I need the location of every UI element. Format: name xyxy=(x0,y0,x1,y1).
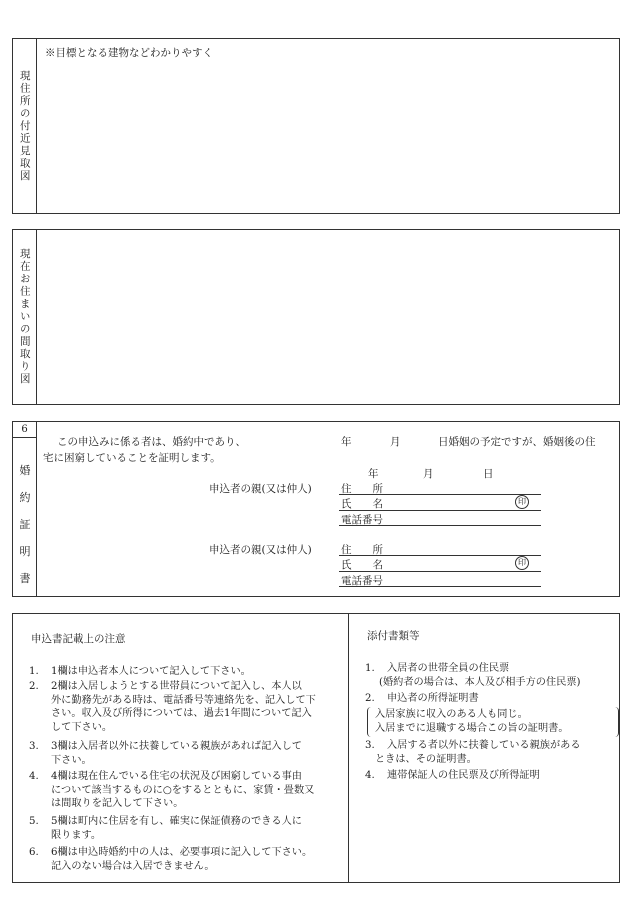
item-text: ときは、その証明書。 xyxy=(375,754,477,765)
item-number: 2. xyxy=(365,693,375,704)
nearby-map-label-cell xyxy=(13,39,37,213)
item-text: 外に勤務先がある時は、電話番号等連絡先を、記入して下 xyxy=(51,694,316,706)
seal-mark: 印 xyxy=(515,495,529,509)
wedding-month-label: 月 xyxy=(390,436,401,448)
item-text: 申込者の所得証明書 xyxy=(387,693,479,704)
item-text: 2欄は入居しようとする世帯員について記入し、本人以 xyxy=(51,681,302,692)
section-number: 6 xyxy=(13,422,37,438)
list-item xyxy=(29,665,251,679)
date-year-label: 年 xyxy=(368,468,379,480)
engagement-label-char: 書 xyxy=(19,572,31,585)
list-item xyxy=(29,770,314,811)
engagement-certificate-section xyxy=(12,421,620,597)
engagement-label-char: 明 xyxy=(19,545,31,558)
item-number: 4. xyxy=(29,771,39,782)
item-number: 2. xyxy=(29,681,39,692)
list-item xyxy=(365,739,581,753)
wedding-year-label: 年 xyxy=(341,436,352,448)
date-day-label: 日 xyxy=(483,468,494,480)
item-text: 4欄は現在住んでいる住宅の状況及び困窮している事由 xyxy=(51,771,302,782)
address-underline xyxy=(339,494,541,495)
list-item xyxy=(29,680,316,734)
name-underline xyxy=(339,571,541,572)
item-text: さい。収入及び所得については、過去1年間について記入 xyxy=(51,708,312,720)
applicant-parent-label: 申込者の親(又は仲人) xyxy=(209,544,312,556)
statement-line1: この申込みに係る者は、婚約中であり、 xyxy=(57,436,246,448)
floorplan-label-cell xyxy=(13,230,37,404)
item-text: して下さい。 xyxy=(51,721,113,733)
item-text: 入居する者以外に扶養している親族がある xyxy=(387,740,581,751)
list-item xyxy=(29,740,302,767)
phone-label: 電話番号 xyxy=(341,575,383,587)
list-item xyxy=(365,769,540,783)
item-number: 3. xyxy=(29,741,39,752)
notes-left-heading: 申込書記載上の注意 xyxy=(31,633,126,645)
name-label: 氏 名 xyxy=(341,498,383,510)
phone-underline xyxy=(339,525,541,526)
address-label: 住 所 xyxy=(341,544,383,556)
engagement-label-char: 婚 xyxy=(19,464,31,477)
item-number: 5. xyxy=(29,816,39,827)
item-text: 1欄は申込者本人について記入して下さい。 xyxy=(51,666,251,677)
list-item xyxy=(29,815,302,842)
item-text: 6欄は申込時婚約中の人は、必要事項に記入して下さい。 xyxy=(51,847,313,858)
item-text: 入居家族に収入のある人も同じ。 xyxy=(375,709,528,720)
engagement-label-char: 約 xyxy=(19,491,31,504)
list-item xyxy=(365,692,479,706)
item-text: 下さい。 xyxy=(51,754,92,766)
statement-line2: 宅に困窮していることを証明します。 xyxy=(43,452,221,464)
date-month-label: 月 xyxy=(423,468,434,480)
item-text: 入居者の世帯全員の住民票 xyxy=(387,663,510,674)
address-label: 住 所 xyxy=(341,483,383,495)
floorplan-label: 現在お住まいの間取り図 xyxy=(18,248,31,386)
item-text: 限ります。 xyxy=(51,829,102,841)
item-text: は間取りを記入して下さい。 xyxy=(51,798,184,810)
item-number: 1. xyxy=(29,666,39,677)
item-number: 4. xyxy=(365,770,375,781)
seal-mark: 印 xyxy=(515,556,529,570)
item-text: (婚約者の場合は、本人及び相手方の住民票) xyxy=(379,677,581,688)
nearby-map-label: 現住所の付近見取図 xyxy=(18,69,31,183)
list-item xyxy=(29,846,312,873)
notes-divider xyxy=(348,614,349,882)
landmark-note: ※目標となる建物などわかりやすく xyxy=(45,47,213,59)
item-text: 入居までに退職する場合この旨の証明書。 xyxy=(375,723,569,734)
item-text: 記入のない場合は入居できません。 xyxy=(51,860,215,872)
item-number: 1. xyxy=(365,663,375,674)
engagement-label-cell xyxy=(13,438,37,596)
wedding-day-text: 日婚姻の予定ですが、婚姻後の住 xyxy=(438,436,596,448)
item-text: 連帯保証人の住民票及び所得証明 xyxy=(387,770,540,781)
floorplan-section xyxy=(12,229,620,405)
phone-underline xyxy=(339,586,541,587)
item-text: 3欄は入居者以外に扶養している親族があれば記入して xyxy=(51,741,302,752)
nearby-map-section xyxy=(12,38,620,214)
applicant-parent-label: 申込者の親(又は仲人) xyxy=(209,483,312,495)
item-text: について該当するものに○をするとともに、家賃・畳数又 xyxy=(51,784,315,796)
name-underline xyxy=(339,510,541,511)
list-item xyxy=(365,662,509,676)
item-number: 3. xyxy=(365,740,375,751)
item-number: 6. xyxy=(29,847,39,858)
name-label: 氏 名 xyxy=(341,559,383,571)
notes-section xyxy=(12,613,620,883)
engagement-label-char: 証 xyxy=(19,518,31,531)
address-underline xyxy=(339,555,541,556)
phone-label: 電話番号 xyxy=(341,514,383,526)
notes-right-heading: 添付書類等 xyxy=(367,630,420,642)
item-text: 5欄は町内に住居を有し、確実に保証債務のできる人に xyxy=(51,816,302,827)
